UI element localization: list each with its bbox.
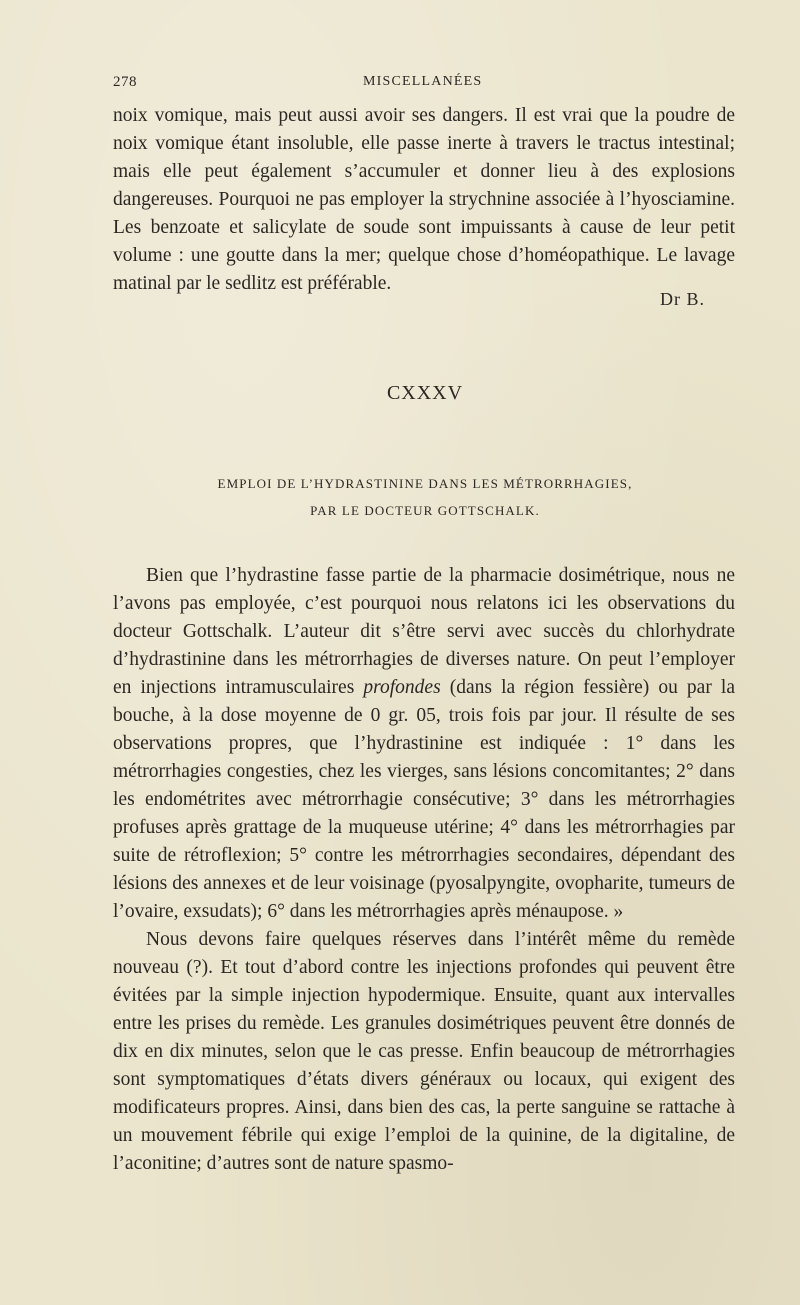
author-signature: Dr B. — [660, 289, 705, 309]
body-paragraph-2: Nous devons faire quelques réserves dans l’intérêt même du remède nouveau (?). Et tout d’abord contre les injections profondes qui peuvent être évitées par la simple injection hypodermique. Ensuite, quant aux intervalles entre les prises du remède. Les granules dosimétriques peuvent être donnés de dix en dix minutes, selon que le cas presse. Enfin beaucoup de métrorrhagies sont symptomatiques d’états divers généraux ou locaux, qui exigent des modificateurs propres. Ainsi, dans bien des cas, la perte sanguine se rattache à un mouvement fébrile qui exige l’emploi de la quinine, de la digitaline, de l’aconitine; d’autres sont de nature spasmo- — [113, 929, 735, 1174]
article-title-line-2: PAR LE DOCTEUR GOTTSCHALK. — [310, 503, 540, 518]
paragraph-1-text-end: (dans la région fessière) ou par la bouche, à la dose moyenne de 0 gr. 05, trois fois par jour. Il résulte de ses observations propres, que l’hydrastinine est indiquée : 1° dans les métrorrhagies congesties, chez les vierges, sans lésions concomitantes; 2° dans les endométrites avec métrorrhagie consécutive; 3° dans les métrorrhagies profuses après grattage de la muqueuse utérine; 4° dans les métrorrhagies par suite de rétroflexion; 5° contre les métrorrhagies secondaires, dépendant des lésions des annexes et de leur voisinage (pyosalpyngite, ovopharite, tumeurs de l’ovaire, exsudats); 6° dans les métrorrhagies après ménaupose. » — [113, 677, 735, 922]
article-title-line-1: EMPLOI DE L’HYDRASTININE DANS LES MÉTRORRHAGIES, — [217, 476, 633, 491]
running-title: MISCELLANÉES — [363, 74, 483, 89]
paragraph-1-italic-word: profondes — [363, 677, 441, 698]
article-title — [205, 470, 645, 524]
body-paragraph-1 — [113, 562, 735, 926]
chapter-number: CXXXV — [386, 382, 464, 404]
running-head — [113, 74, 733, 94]
page-number: 278 — [113, 74, 137, 90]
intro-paragraph: noix vomique, mais peut aussi avoir ses dangers. Il est vrai que la poudre de noix vomique étant insoluble, elle passe inerte à travers le tractus intestinal; mais elle peut également s’accumuler et donner lieu à des explosions dangereuses. Pourquoi ne pas employer la strychnine associée à l’hyosciamine. Les benzoate et salicylate de soude sont impuissants à cause de leur petit volume : une goutte dans la mer; quelque chose d’homéopathique. Le lavage matinal par le sedlitz est préférable. — [113, 105, 735, 294]
paragraph-1-text-start: Bien que l’hydrastine fasse partie de la pharmacie dosimétrique, nous ne l’avons pas employée, c’est pourquoi nous relatons ici les observations du docteur Gottschalk. L’auteur dit s’être servi avec succès du chlorhydrate d’hydrastinine dans les métrorrhagies de diverses nature. On peut l’employer en injections intramusculaires — [113, 565, 735, 698]
